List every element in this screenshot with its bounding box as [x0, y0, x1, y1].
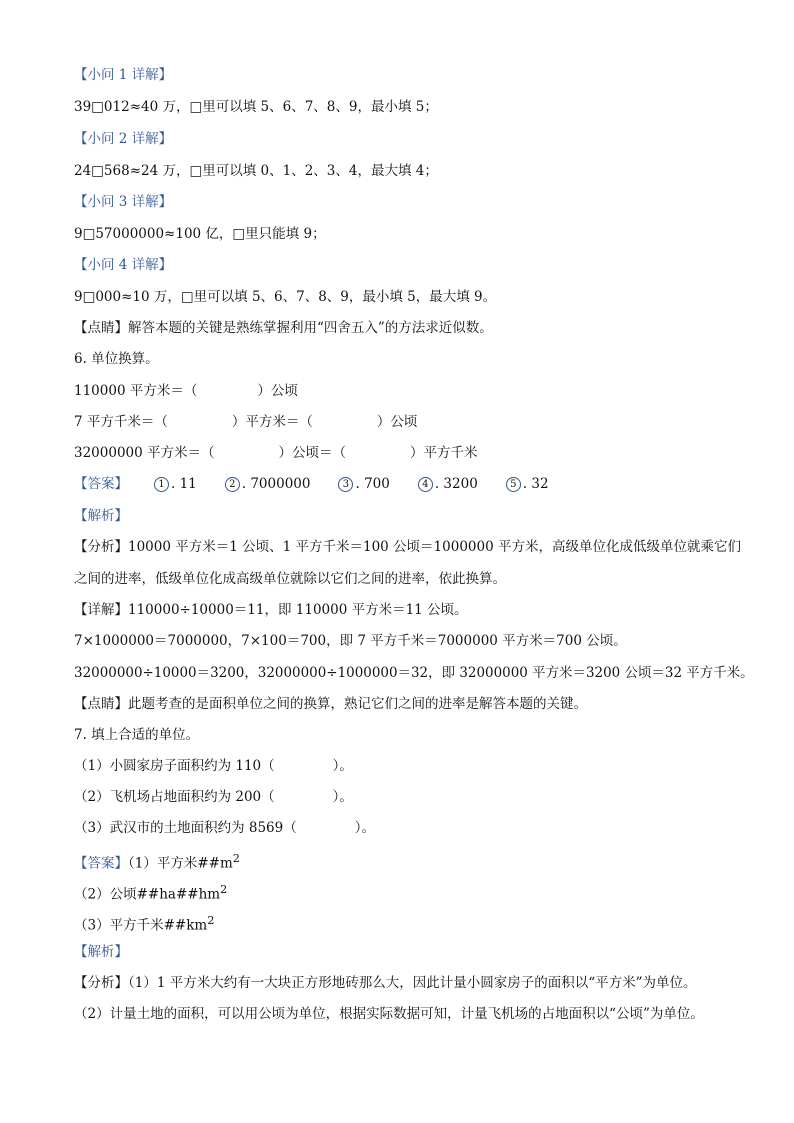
sub-question-2-heading: 【小问 2 详解】	[74, 131, 173, 147]
answer-value-5: . 32	[522, 476, 549, 492]
q6-row2-part-a: 7 平方千米＝（	[74, 414, 168, 430]
q7-item-3-suffix: ）。	[354, 820, 375, 836]
xiangjie-text: 110000÷10000＝11，即 110000 平方米＝11 公顷。	[128, 602, 468, 618]
question-7-item-1	[74, 757, 353, 775]
question-6-row-2	[74, 413, 417, 431]
fenxi-label: 【分析】	[74, 975, 128, 991]
analysis-7-line-1	[74, 974, 697, 992]
answer-item-2	[225, 475, 311, 493]
answer-6-row	[74, 475, 549, 493]
answer-7-line-1	[74, 850, 240, 873]
q7-item-1-prefix: （1）小圆家房子面积约为 110（	[74, 758, 275, 774]
answer-7-line-3	[74, 912, 214, 935]
answer-7-3-text: （3）平方千米##km	[74, 917, 208, 934]
analysis-7-line-2: （2）计量土地的面积，可以用公顷为单位，根据实际数据可知，计量飞机场的占地面积以“公顷”为单位。	[74, 1006, 704, 1022]
analysis-6-fenxi-line-1	[74, 538, 741, 556]
q7-item-2-suffix: ）。	[332, 789, 353, 805]
question-7-title: 7. 填上合适的单位。	[74, 727, 200, 743]
dianjing-label: 【点睛】	[74, 696, 128, 712]
circled-number-4: 4	[418, 477, 433, 492]
question-7-item-2	[74, 788, 353, 806]
answer-7-line-2	[74, 881, 227, 904]
analysis-7-heading: 【解析】	[74, 944, 128, 960]
analysis-6-detail-line-1	[74, 601, 468, 619]
answer-item-1	[154, 475, 197, 493]
circled-number-3: 3	[338, 477, 353, 492]
answer-7-2-text: （2）公顷##ha##hm	[74, 886, 221, 903]
superscript-2: 2	[207, 914, 215, 927]
answer-item-3	[338, 475, 389, 493]
sub-question-3-heading: 【小问 3 详解】	[74, 194, 173, 210]
answer-value-4: . 3200	[434, 476, 478, 492]
answer-value-1: . 11	[171, 476, 197, 492]
analysis-6-detail-line-2: 7×1000000＝7000000，7×100＝700，即 7 平方千米＝7000000 平方米＝700 公顷。	[74, 633, 627, 649]
superscript-2: 2	[232, 852, 240, 865]
circled-number-1: 1	[154, 477, 169, 492]
q7-item-1-suffix: ）。	[332, 758, 353, 774]
sub-question-1-detail: 39□012≈40 万，□里可以填 5、6、7、8、9，最小填 5；	[74, 99, 438, 115]
q7-item-3-prefix: （3）武汉市的土地面积约为 8569（	[74, 820, 297, 836]
circled-number-5: 5	[506, 477, 521, 492]
answer-value-3: . 700	[355, 476, 390, 492]
q6-row3-part-c: ）平方千米	[410, 445, 478, 461]
analysis-6-fenxi-line-2: 之间的进率，低级单位化成高级单位就除以它们之间的进率，依此换算。	[74, 571, 506, 587]
q6-row3-part-a: 32000000 平方米＝（	[74, 445, 215, 461]
q6-row1-part-a: 110000 平方米＝（	[74, 383, 198, 399]
q6-row2-part-c: ）公顷	[376, 414, 418, 430]
question-6-row-3	[74, 444, 478, 462]
answer-value-2: . 7000000	[241, 476, 311, 492]
answer-item-4	[418, 475, 478, 493]
sub-question-2-detail: 24□568≈24 万，□里可以填 0、1、2、3、4，最大填 4；	[74, 163, 438, 179]
answer-label: 【答案】	[74, 855, 128, 872]
question-6-title: 6. 单位换算。	[74, 351, 159, 367]
sub-question-3-detail: 9□57000000≈100 亿，□里只能填 9；	[74, 226, 326, 242]
q6-row2-part-b: ）平方米＝（	[231, 414, 313, 430]
superscript-2: 2	[220, 883, 228, 896]
fenxi-text: 10000 平方米＝1 公顷、1 平方千米＝100 公顷＝1000000 平方米，高级单位化成低级单位就乘它们	[128, 539, 741, 555]
sub-question-4-heading: 【小问 4 详解】	[74, 257, 173, 273]
dianjing-text: 此题考查的是面积单位之间的换算，熟记它们之间的进率是解答本题的关键。	[128, 696, 587, 712]
analysis-6-detail-line-3: 32000000÷10000＝3200，32000000÷1000000＝32，即 32000000 平方米＝3200 公顷＝32 平方千米。	[74, 665, 754, 681]
q6-row3-part-b: ）公顷＝（	[278, 445, 347, 461]
answer-7-1-text: （1）平方米##m	[128, 855, 233, 872]
analysis-6-heading: 【解析】	[74, 508, 128, 524]
answer-label: 【答案】	[74, 476, 128, 492]
xiangjie-label: 【详解】	[74, 602, 128, 618]
answer-item-5	[506, 475, 549, 493]
question-6-row-1	[74, 382, 298, 400]
question-7-item-3	[74, 819, 375, 837]
analysis-7-line-1-text: （1）1 平方米大约有一大块正方形地砖那么大，因此计量小圆家房子的面积以“平方米”为单位。	[128, 975, 697, 991]
sub-question-4-detail: 9□000≈10 万，□里可以填 5、6、7、8、9，最小填 5，最大填 9。	[74, 289, 497, 305]
analysis-6-key-point	[74, 695, 587, 713]
circled-number-2: 2	[225, 477, 240, 492]
sub-question-1-heading: 【小问 1 详解】	[74, 67, 173, 83]
fenxi-label: 【分析】	[74, 539, 128, 555]
q7-item-2-prefix: （2）飞机场占地面积约为 200（	[74, 789, 275, 805]
q6-row1-part-b: ）公顷	[257, 383, 298, 399]
key-point-text: 【点睛】解答本题的关键是熟练掌握利用“四舍五入”的方法求近似数。	[74, 320, 493, 336]
